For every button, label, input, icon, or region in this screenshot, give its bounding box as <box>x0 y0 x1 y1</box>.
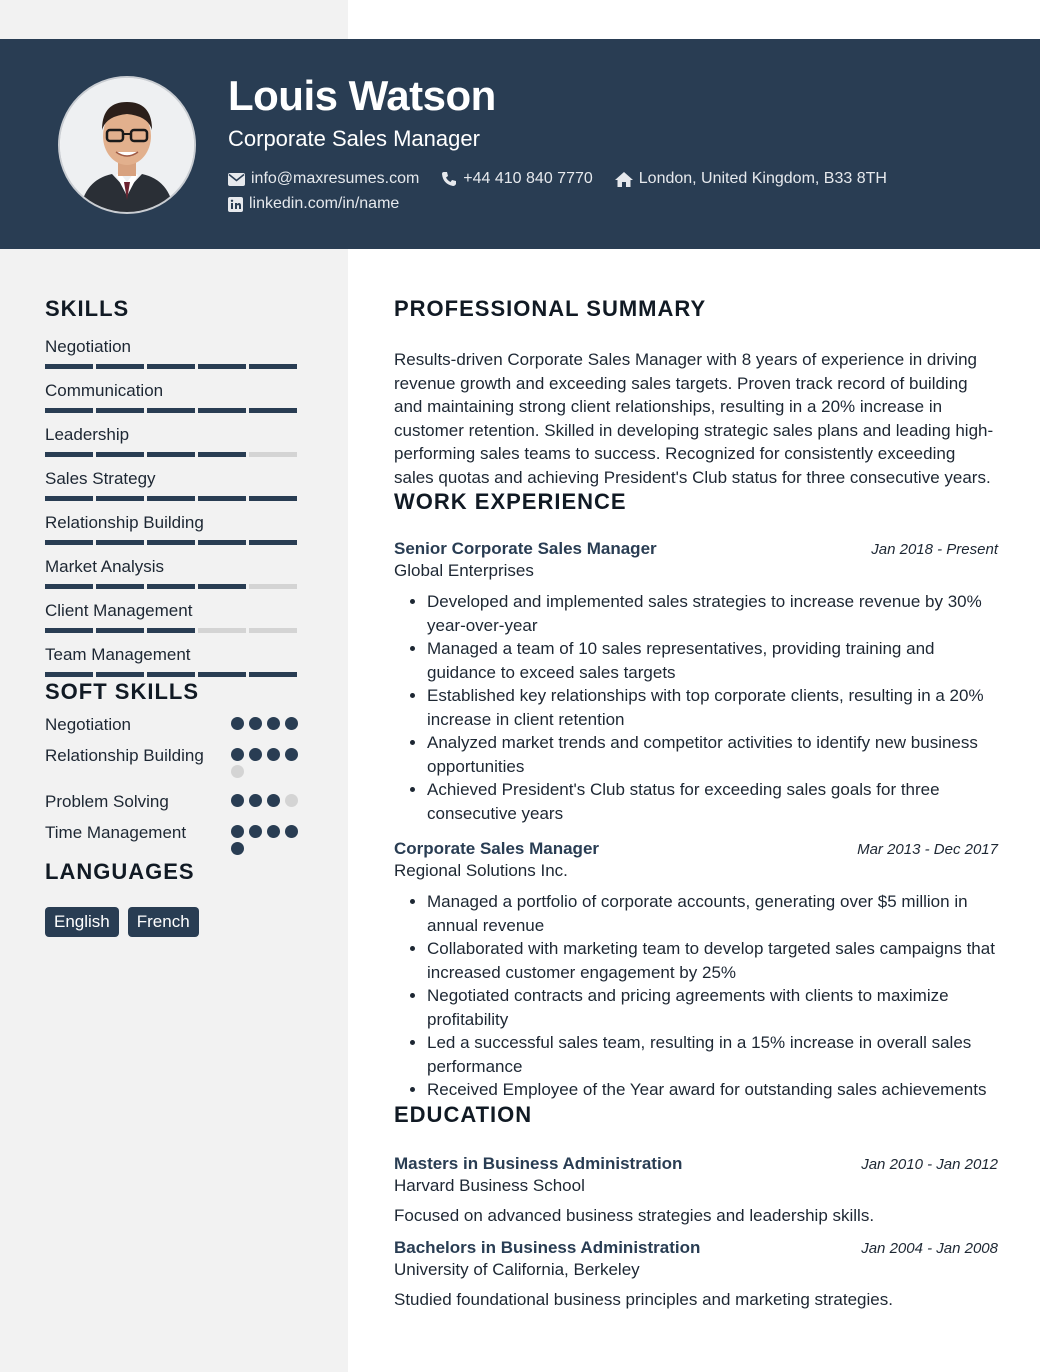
skill-item <box>45 336 305 369</box>
contact-email[interactable] <box>228 170 419 188</box>
skill-level-bar <box>45 540 305 545</box>
skills-heading: SKILLS <box>45 296 130 321</box>
rating-dot <box>285 748 298 761</box>
skill-name: Team Management <box>45 645 191 664</box>
rating-dot <box>267 717 280 730</box>
skill-level-segment <box>249 408 297 413</box>
skill-level-segment <box>249 540 297 545</box>
education-header <box>394 1238 998 1258</box>
education-entry <box>394 1238 998 1310</box>
skill-item <box>45 556 305 589</box>
skill-level-segment <box>45 408 93 413</box>
school-name: Harvard Business School <box>394 1175 585 1195</box>
rating-dot <box>249 717 262 730</box>
rating-dot <box>267 794 280 807</box>
job-bullet: • Managed a team of 10 sales representatives, providing training and guidance to exceed sales targets <box>427 637 998 684</box>
skill-level-segment <box>249 584 297 589</box>
summary-heading: PROFESSIONAL SUMMARY <box>394 296 707 321</box>
envelope-icon <box>228 173 245 186</box>
job-bullet: • Established key relationships with top corporate clients, resulting in a 20% increase in client retention <box>427 684 998 731</box>
rating-dot <box>285 717 298 730</box>
skill-level-segment <box>96 672 144 677</box>
contact-address <box>615 170 887 188</box>
job-bullets <box>394 590 998 825</box>
rating-dot <box>231 794 244 807</box>
school-name: University of California, Berkeley <box>394 1259 640 1279</box>
soft-skill-rating <box>231 790 305 813</box>
skill-level-segment <box>198 628 246 633</box>
soft-skill-rating <box>231 744 305 782</box>
rating-dot <box>249 748 262 761</box>
job-bullets <box>394 890 998 1102</box>
candidate-title: Corporate Sales Manager <box>228 126 480 151</box>
rating-dot <box>249 794 262 807</box>
education-date: Jan 2004 - Jan 2008 <box>861 1239 998 1257</box>
skill-level-segment <box>96 496 144 501</box>
degree-name: Bachelors in Business Administration <box>394 1237 701 1257</box>
job-bullet: • Analyzed market trends and competitor activities to identify new business opportunities <box>427 731 998 778</box>
education-header <box>394 1154 998 1174</box>
skill-level-segment <box>45 540 93 545</box>
rating-dot <box>231 748 244 761</box>
skill-level-segment <box>147 628 195 633</box>
main-content <box>394 296 998 1310</box>
skill-name: Relationship Building <box>45 513 204 532</box>
skill-level-segment <box>147 540 195 545</box>
job-bullet: • Led a successful sales team, resulting in a 15% increase in overall sales performance <box>427 1031 998 1078</box>
skill-level-bar <box>45 452 305 457</box>
skill-item <box>45 644 305 677</box>
soft-skills-list <box>45 713 305 859</box>
degree-name: Masters in Business Administration <box>394 1153 683 1173</box>
skill-level-bar <box>45 584 305 589</box>
soft-skill-item <box>45 713 305 736</box>
job-bullet: • Achieved President's Club status for exceeding sales goals for three consecutive years <box>427 778 998 825</box>
skill-item <box>45 600 305 633</box>
skill-level-segment <box>198 584 246 589</box>
education-entry <box>394 1154 998 1226</box>
skill-level-segment <box>147 408 195 413</box>
job-bullet: • Managed a portfolio of corporate accounts, generating over $5 million in annual revenue <box>427 890 998 937</box>
skill-level-segment <box>147 452 195 457</box>
skill-name: Negotiation <box>45 337 132 356</box>
job-entry <box>394 539 998 825</box>
languages-heading: LANGUAGES <box>45 859 195 884</box>
linkedin-icon <box>228 197 243 212</box>
skill-level-segment <box>198 540 246 545</box>
soft-skill-rating <box>231 821 305 859</box>
skill-name: Client Management <box>45 601 193 620</box>
job-entry <box>394 839 998 1102</box>
skill-level-segment <box>96 452 144 457</box>
education-description: Focused on advanced business strategies and leadership skills. <box>394 1205 875 1225</box>
rating-dot <box>249 825 262 838</box>
education-description: Studied foundational business principles and marketing strategies. <box>394 1289 893 1309</box>
soft-skill-name: Problem Solving <box>45 792 169 811</box>
job-title: Corporate Sales Manager <box>394 839 600 858</box>
skill-level-segment <box>96 628 144 633</box>
skill-level-bar <box>45 628 305 633</box>
skill-item <box>45 380 305 413</box>
skill-level-segment <box>45 672 93 677</box>
skill-item <box>45 424 305 457</box>
skill-level-segment <box>249 452 297 457</box>
skill-level-segment <box>198 408 246 413</box>
language-badge: French <box>128 907 199 937</box>
job-header <box>394 839 998 859</box>
rating-dot <box>285 825 298 838</box>
skill-level-segment <box>198 364 246 369</box>
contact-info <box>228 168 909 218</box>
education-date: Jan 2010 - Jan 2012 <box>861 1155 998 1173</box>
skills-list <box>45 336 305 677</box>
job-bullet: • Developed and implemented sales strategies to increase revenue by 30% year-over-year <box>427 590 998 637</box>
skill-level-segment <box>45 496 93 501</box>
job-bullet: • Collaborated with marketing team to develop targeted sales campaigns that increased customer engagement by 25% <box>427 937 998 984</box>
language-badge: English <box>45 907 119 937</box>
skill-level-segment <box>45 364 93 369</box>
soft-skill-item <box>45 790 305 813</box>
job-bullet: • Received Employee of the Year award for outstanding sales achievements <box>427 1078 998 1102</box>
linkedin-text: linkedin.com/in/name <box>249 195 400 212</box>
skill-name: Communication <box>45 381 164 400</box>
skill-level-segment <box>249 364 297 369</box>
skill-level-segment <box>45 584 93 589</box>
job-date: Mar 2013 - Dec 2017 <box>857 841 998 858</box>
skill-level-segment <box>147 584 195 589</box>
experience-heading: WORK EXPERIENCE <box>394 489 627 514</box>
skill-item <box>45 468 305 501</box>
rating-dot <box>231 842 244 855</box>
skill-level-segment <box>198 672 246 677</box>
job-title: Senior Corporate Sales Manager <box>394 539 657 558</box>
skill-item <box>45 512 305 545</box>
rating-dot <box>231 825 244 838</box>
skill-level-segment <box>96 584 144 589</box>
experience-list <box>394 539 998 1102</box>
skill-level-segment <box>198 496 246 501</box>
contact-phone[interactable] <box>441 170 592 188</box>
soft-skill-name: Negotiation <box>45 715 132 734</box>
skill-level-segment <box>147 496 195 501</box>
address-text: London, United Kingdom, B33 8TH <box>638 170 887 187</box>
job-header <box>394 539 998 559</box>
skill-level-segment <box>96 540 144 545</box>
skill-level-segment <box>249 496 297 501</box>
sidebar <box>45 296 305 937</box>
soft-skill-name: Relationship Building <box>45 746 204 765</box>
skill-level-segment <box>147 672 195 677</box>
soft-skill-rating <box>231 713 305 736</box>
skill-level-segment <box>96 364 144 369</box>
skill-level-segment <box>249 628 297 633</box>
soft-skills-heading: SOFT SKILLS <box>45 679 199 704</box>
soft-skill-item <box>45 821 305 859</box>
contact-linkedin[interactable] <box>228 195 399 213</box>
phone-text: +44 410 840 7770 <box>463 170 593 187</box>
company-name: Regional Solutions Inc. <box>394 861 568 880</box>
skill-level-segment <box>45 628 93 633</box>
skill-level-bar <box>45 408 305 413</box>
avatar <box>58 76 196 214</box>
skill-name: Sales Strategy <box>45 469 156 488</box>
skill-name: Market Analysis <box>45 557 165 576</box>
rating-dot <box>231 765 244 778</box>
rating-dot <box>267 825 280 838</box>
job-date: Jan 2018 - Present <box>871 541 998 558</box>
summary-text: Results-driven Corporate Sales Manager with 8 years of experience in driving revenue growth and exceeding sales targets. Proven track record of building and maintaining strong client relationships, resulting in a 20% increase in customer retention. Skilled in developing strategic sales plans and leading high-performing sales teams to success. Recognized for consistently exceeding sales quotas and achieving President's Club status for three consecutive years. <box>394 350 994 487</box>
company-name: Global Enterprises <box>394 561 534 580</box>
candidate-name: Louis Watson <box>228 72 496 119</box>
education-heading: EDUCATION <box>394 1101 533 1127</box>
skill-level-segment <box>198 452 246 457</box>
skill-level-bar <box>45 672 305 677</box>
rating-dot <box>285 794 298 807</box>
skill-level-segment <box>249 672 297 677</box>
soft-skill-item <box>45 744 305 782</box>
skill-name: Leadership <box>45 425 130 444</box>
home-icon <box>615 172 633 187</box>
skill-level-bar <box>45 364 305 369</box>
skill-level-segment <box>96 408 144 413</box>
phone-icon <box>441 171 457 187</box>
rating-dot <box>267 748 280 761</box>
soft-skill-name: Time Management <box>45 823 187 842</box>
job-bullet: • Negotiated contracts and pricing agreements with clients to maximize profitability <box>427 984 998 1031</box>
skill-level-segment <box>147 364 195 369</box>
skill-level-segment <box>45 452 93 457</box>
email-text: info@maxresumes.com <box>251 170 420 187</box>
rating-dot <box>231 717 244 730</box>
education-list <box>394 1154 998 1310</box>
languages-list <box>45 907 305 937</box>
skill-level-bar <box>45 496 305 501</box>
